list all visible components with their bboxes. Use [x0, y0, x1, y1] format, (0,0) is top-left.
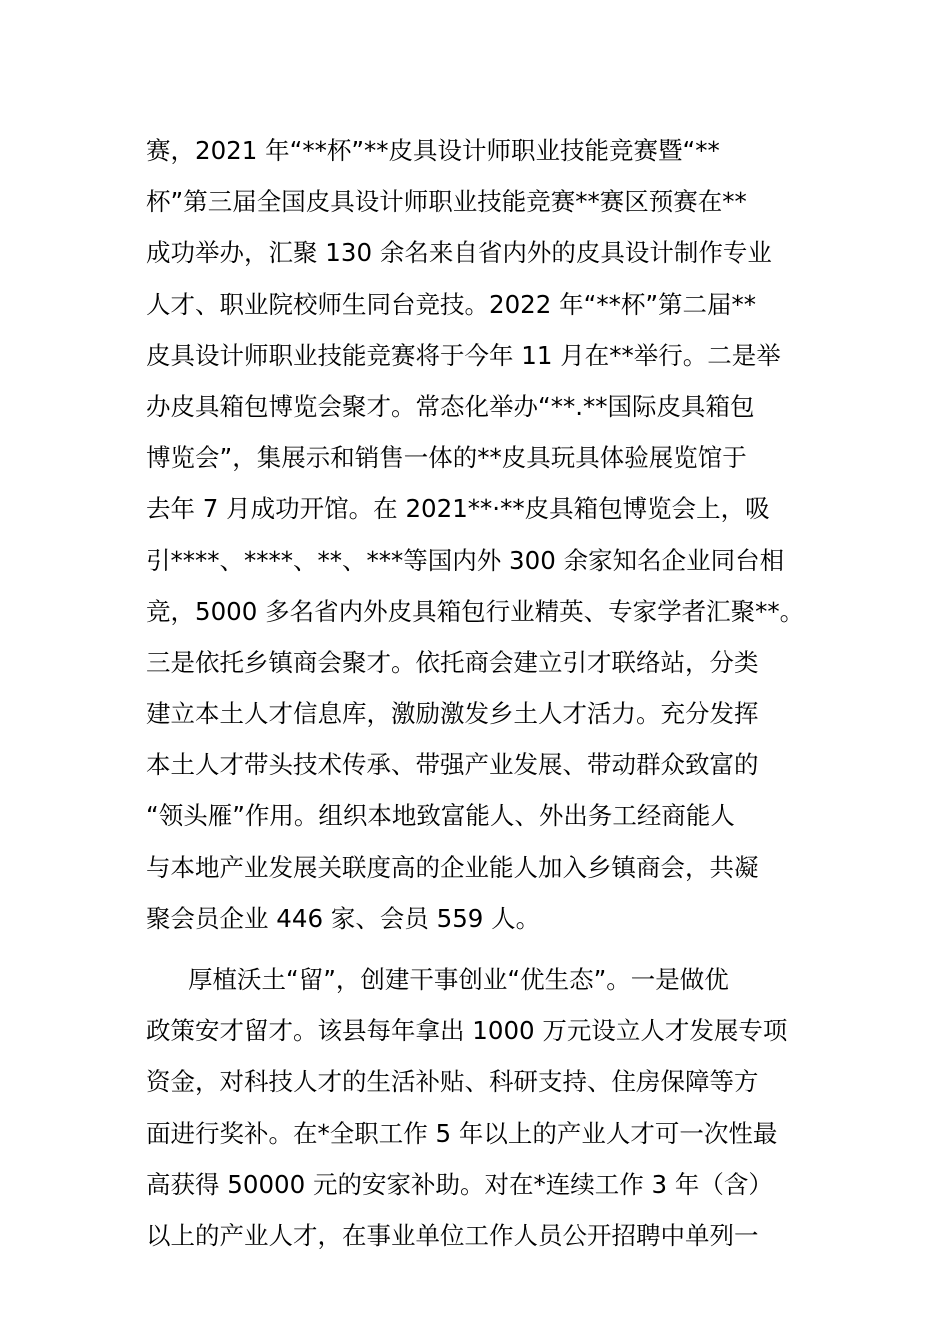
body-text	[146, 125, 814, 1261]
text-line: 政策安才留才。该县每年拿出 1000 万元设立人才发展专项	[146, 1016, 788, 1046]
text-line: 高获得 50000 元的安家补助。对在*连续工作 3 年（含）	[146, 1169, 773, 1199]
text-line: 资金，对科技人才的生活补贴、科研支持、住房保障等方	[146, 1067, 759, 1097]
text-line: 与本地产业发展关联度高的企业能人加入乡镇商会，共凝	[146, 852, 759, 882]
text-line: 博览会”，集展示和销售一体的**皮具玩具体验展览馆于	[146, 443, 747, 473]
text-line: “领头雁”作用。组织本地致富能人、外出务工经商能人	[146, 801, 735, 831]
text-line: 办皮具箱包博览会聚才。常态化举办“**.**国际皮具箱包	[146, 391, 755, 421]
text-line: 竞，5000 多名省内外皮具箱包行业精英、专家学者汇聚**。	[146, 596, 805, 626]
paragraph-first-line: 厚植沃土“留”，创建干事创业“优生态”。一是做优	[188, 965, 729, 994]
text-line: 面进行奖补。在*全职工作 5 年以上的产业人才可一次性最	[146, 1118, 778, 1148]
text-line: 三是依托乡镇商会聚才。依托商会建立引才联络站，分类	[146, 647, 759, 677]
text-line: 去年 7 月成功开馆。在 2021**·**皮具箱包博览会上，吸	[146, 494, 770, 524]
text-line: 杯”第三届全国皮具设计师职业技能竞赛**赛区预赛在**	[146, 187, 747, 217]
paragraph-gap	[146, 944, 814, 954]
text-line: 建立本土人才信息库，激励激发乡土人才活力。充分发挥	[146, 699, 759, 729]
text-line: 皮具设计师职业技能竞赛将于今年 11 月在**举行。二是举	[146, 340, 781, 370]
text-line: 赛，2021 年“**杯”**皮具设计师职业技能竞赛暨“**	[146, 136, 720, 165]
text-line: 以上的产业人才，在事业单位工作人员公开招聘中单列一	[146, 1220, 759, 1250]
text-line: 聚会员企业 446 家、会员 559 人。	[146, 903, 541, 933]
text-line: 本土人才带头技术传承、带强产业发展、带动群众致富的	[146, 750, 759, 780]
text-line: 引****、****、**、***等国内外 300 余家知名企业同台相	[146, 545, 785, 575]
text-line: 人才、职业院校师生同台竞技。2022 年“**杯”第二届**	[146, 289, 757, 319]
text-line: 成功举办，汇聚 130 余名来自省内外的皮具设计制作专业	[146, 238, 772, 268]
